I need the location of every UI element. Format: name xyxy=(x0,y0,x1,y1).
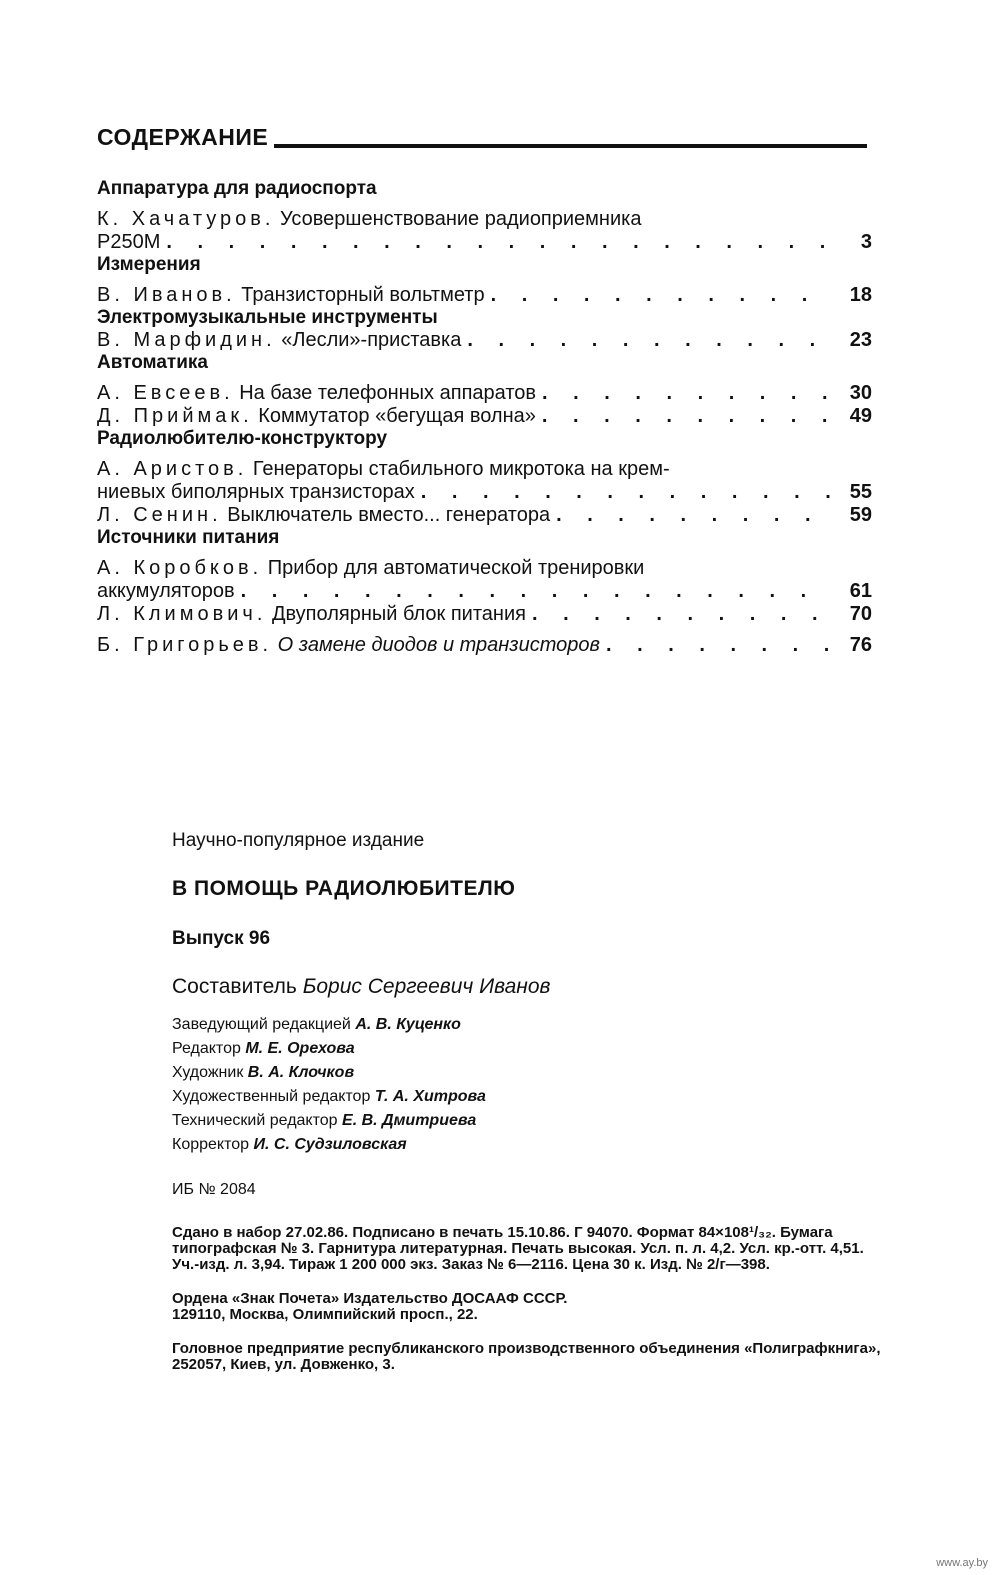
toc-entry-title: Двуполярный блок питания xyxy=(271,603,526,625)
staff-role: Художник xyxy=(172,1064,244,1081)
toc-entry xyxy=(97,284,872,307)
toc-entry-title: Прибор для автоматической тренировки xyxy=(267,557,645,579)
toc-entry-title-cont: ниевых биполярных транзисторах xyxy=(97,481,415,503)
toc-section-title: Автоматика xyxy=(97,352,208,373)
staff-role: Заведующий редакцией xyxy=(172,1016,351,1033)
printing-details: Сдано в набор 27.02.86. Подписано в печать 15.10.86. Г 94070. Формат 84×108¹/₃₂. Бумага типографская № 3. Гарнитура литературная. Печать высокая. Усл. п. л. 4,2. Усл. кр.-отт. 4,51. Уч.-изд. л. 3,94. Тираж 1 200 000 экз. Заказ № 6—2116. Цена 30 к. Изд. № 2/г—398. xyxy=(172,1224,864,1273)
ib-number: ИБ № 2084 xyxy=(172,1181,256,1198)
toc-leader-dots xyxy=(542,405,832,428)
toc-entry xyxy=(97,634,872,657)
toc-entry-title: На базе телефонных аппаратов xyxy=(239,382,537,404)
compiler-label: Составитель xyxy=(172,975,297,998)
staff-role: Редактор xyxy=(172,1040,241,1057)
staff-name: В. А. Клочков xyxy=(247,1064,355,1081)
toc-entry xyxy=(97,405,872,428)
staff-line xyxy=(172,1013,892,1037)
colophon xyxy=(172,830,892,1373)
toc-leader-dots xyxy=(532,603,832,626)
staff-line xyxy=(172,1109,892,1133)
printer-info: Головное предприятие республиканского производственного объединения «Полиграфкнига», 252057, Киев, ул. Довженко, 3. xyxy=(172,1340,881,1373)
toc-entry-title: Выключатель вместо... генератора xyxy=(227,504,551,526)
toc-entry-first-line xyxy=(97,557,644,580)
editorial-staff xyxy=(172,1013,892,1157)
toc-leader-dots xyxy=(556,504,832,527)
toc-heading-rule xyxy=(274,144,867,148)
toc-entry-title: Усовершенствование радиоприемника xyxy=(280,208,642,230)
compiler-name: Борис Сергеевич Иванов xyxy=(302,975,551,998)
table-of-contents xyxy=(97,178,872,657)
toc-entry-author: Б. Григорьев. xyxy=(97,634,273,656)
publisher-info xyxy=(172,1291,892,1323)
toc-heading xyxy=(97,124,867,151)
toc-leader-dots xyxy=(421,481,832,504)
staff-name: Е. В. Дмитриева xyxy=(342,1112,477,1129)
toc-leader-dots xyxy=(241,580,832,603)
toc-entry xyxy=(97,557,872,603)
toc-title: СОДЕРЖАНИЕ xyxy=(97,124,269,150)
toc-entry xyxy=(97,382,872,405)
toc-entry-author: А. Аристов. xyxy=(97,458,248,480)
toc-section-title: Электромузыкальные инструменты xyxy=(97,307,438,328)
publisher-address: 129110, Москва, Олимпийский просп., 22. xyxy=(172,1306,478,1323)
toc-entry-title-cont: Р250М xyxy=(97,231,161,253)
toc-page-number: 49 xyxy=(849,405,872,427)
watermark: www.ay.by xyxy=(936,1557,988,1569)
toc-page-number: 30 xyxy=(849,382,872,404)
staff-name: М. Е. Орехова xyxy=(245,1040,355,1057)
toc-leader-dots xyxy=(467,329,832,352)
toc-page-number: 70 xyxy=(849,603,872,625)
toc-section-title: Источники питания xyxy=(97,527,280,548)
toc-entry xyxy=(97,329,872,352)
staff-name: А. В. Куценко xyxy=(355,1016,461,1033)
toc-leader-dots xyxy=(491,284,832,307)
staff-name: И. С. Судзиловская xyxy=(253,1136,407,1153)
staff-line xyxy=(172,1133,892,1157)
toc-page-number: 55 xyxy=(849,481,872,503)
toc-entry-author: А. Коробков. xyxy=(97,557,263,579)
toc-leader-dots xyxy=(606,634,832,657)
publication-kind: Научно-популярное издание xyxy=(172,830,425,851)
toc-page-number: 3 xyxy=(860,231,872,253)
toc-page-number: 18 xyxy=(849,284,872,306)
staff-line xyxy=(172,1037,892,1061)
toc-entry-title: «Лесли»-приставка xyxy=(281,329,462,351)
toc-entry-author: К. Хачатуров. xyxy=(97,208,275,230)
toc-entry-first-line xyxy=(97,208,641,231)
toc-entry-author: В. Марфидин. xyxy=(97,329,276,351)
toc-leader-dots xyxy=(542,382,832,405)
staff-name: Т. А. Хитрова xyxy=(374,1088,486,1105)
staff-line xyxy=(172,1061,892,1085)
toc-page-number: 59 xyxy=(849,504,872,526)
series-title: В ПОМОЩЬ РАДИОЛЮБИТЕЛЮ xyxy=(172,877,516,900)
toc-entry-author: В. Иванов. xyxy=(97,284,236,306)
toc-entry xyxy=(97,603,872,626)
toc-leader-dots xyxy=(166,231,832,254)
toc-entry-title: Коммутатор «бегущая волна» xyxy=(258,405,536,427)
issue-number: Выпуск 96 xyxy=(172,928,271,949)
toc-entry-title: Генераторы стабильного микротока на крем- xyxy=(252,458,670,480)
toc-section-title: Аппаратура для радиоспорта xyxy=(97,178,377,199)
publisher-name: Ордена «Знак Почета» Издательство ДОСААФ СССР. xyxy=(172,1290,568,1307)
staff-role: Технический редактор xyxy=(172,1112,338,1129)
toc-section-title: Радиолюбителю-конструктору xyxy=(97,428,388,449)
toc-entry xyxy=(97,208,872,254)
toc-entry xyxy=(97,458,872,504)
toc-entry-first-line xyxy=(97,458,670,481)
toc-entry-author: Л. Климович. xyxy=(97,603,267,625)
toc-page-number: 23 xyxy=(849,329,872,351)
staff-role: Художественный редактор xyxy=(172,1088,371,1105)
toc-entry-author: Л. Сенин. xyxy=(97,504,222,526)
toc-page-number: 61 xyxy=(849,580,872,602)
toc-entry xyxy=(97,504,872,527)
toc-entry-title-cont: аккумуляторов xyxy=(97,580,235,602)
toc-page-number: 76 xyxy=(849,634,872,656)
staff-line xyxy=(172,1085,892,1109)
toc-entry-title: О замене диодов и транзисторов xyxy=(277,634,600,656)
toc-section-title: Измерения xyxy=(97,254,201,275)
staff-role: Корректор xyxy=(172,1136,250,1153)
toc-entry-author: Д. Приймак. xyxy=(97,405,253,427)
compiler-line xyxy=(172,975,892,999)
toc-entry-title: Транзисторный вольтметр xyxy=(241,284,485,306)
toc-entry-author: А. Евсеев. xyxy=(97,382,234,404)
